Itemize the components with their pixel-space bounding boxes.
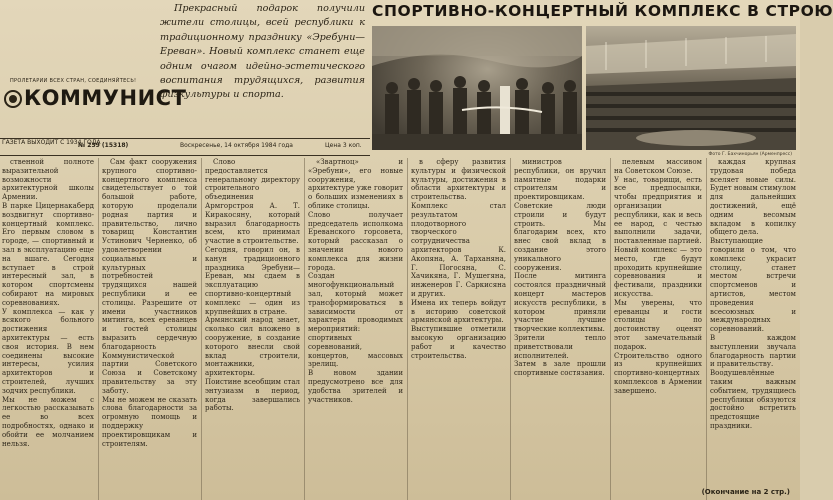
column-divider [610, 158, 611, 500]
column-divider [98, 158, 99, 500]
photo-ribbon-cutting [372, 26, 582, 150]
article-column-5: в сферу развития культуры и физической культуры, достижения в области архитектуры и строительства. Комплекс стал результатом плодотворного творческого сотрудничества архитекторов К. Акопяна, А. Тарханяна, Г. Погосяна, С. Хачикяна, Г. Мушегяна, инженеров Г. Саркисяна и других. Имена их теперь войдут в историю советской армянской архитектуры. Выступившие отметили высокую организацию работ и качество строительства. [411, 158, 506, 360]
article-headline: СПОРТИВНО-КОНЦЕРТНЫЙ КОМПЛЕКС В СТРОЮ [372, 2, 833, 20]
column-divider [304, 158, 305, 500]
column-divider [407, 158, 408, 500]
photo-arena-interior [586, 26, 796, 150]
article-column-1: ственной полноте выразительной возможности архитектурной школы Армении. В парке Цицернакаберд воздвигнут спортивно-концертный комплекс. Его первым словом в городе, — спортивный и зал в эксплуатацию еще на вшаге. Сегодня вступает в строй интересный зал, в котором спортсмены собирают на мировых соревнованиях. У комплекса — как у всякого больного достижения архитектуры — есть своя история. В нем соединены высокие интересы, усилия архитекторов и строителей, лучших зодчих республики. Мы не можем с легкостью рассказывать ее во всех подробностях, однако и обойти ее молчанием нельзя. [2, 158, 94, 448]
article-column-3: Слово предоставляется генеральному директору строительного объединения Армгорстроя А. Т. Киракосяну, который выразил благодарность всем, кто принимал участие в строительстве. Сегодня, говорил он, в канун традиционного праздника Эребуни—Ереван, мы сдаем в эксплуатацию спортивно-концертный комплекс — один из крупнейших в стране. Армянский народ знает, сколько сил вложено в сооружение, в создание которого внесли свой вклад строители, монтажники, архитекторы. Поистине всеобщим стал энтузиазм в период, когда завершались работы. [205, 158, 300, 413]
issue-info-bar [0, 138, 370, 156]
masthead-slogan: ПРОЛЕТАРИИ ВСЕХ СТРАН, СОЕДИНЯЙТЕСЬ! [10, 78, 137, 84]
emblem-icon [4, 90, 22, 108]
column-divider [201, 158, 202, 500]
column-divider [706, 158, 707, 500]
masthead [4, 78, 187, 138]
crowd-photo-graphic [372, 26, 582, 150]
article-column-7: пелевым массивом на Советском Союзе. У нас, товарищи, есть все предпосылки, чтобы предприятия и организации республики, как и весь ее народ, с честью выполнили задачи, поставленные партией. Новый комплекс — это место, где будут проходить крупнейшие соревнования и фестивали, праздники искусства. Мы уверены, что ереванцы и гости столицы по достоинству оценят этот замечательный подарок. Строительство одного из крупнейших спортивно-концертных комплексов в Армении завершено. [614, 158, 702, 395]
column-divider [510, 158, 511, 500]
article-body [2, 158, 798, 500]
article-lead: Прекрасный подарок получили жители столицы, всей республики к традиционному празднику «Эребуни—Ереван». Новый комплекс станет еще одним очагом идейно-эстетического воспитания трудящихся, развития физкультуры и спорта. [160, 3, 365, 101]
article-column-2: Сам факт сооружения крупного спортивно-концертного комплекса свидетельствует о той большой работе, которую проделали родная партия и правительство, лично товарищ Константин Устинович Черненко, об удовлетворении социальных и культурных потребностей трудящихся нашей республики и ее столицы. Разрешите от имени участников митинга, всех ереванцев и гостей столицы выразить сердечную благодарность Коммунистической партии Советского Союза и Советскому правительству за эту заботу. Мы не можем не сказать слова благодарности за огромную помощь и поддержку проектировщикам и строителям. [102, 158, 197, 448]
issue-number: № 239 (15318) [78, 142, 129, 149]
arena-photo-graphic [586, 26, 796, 150]
article-column-8: каждая крупная трудовая победа вселяет новые силы. Будет новым стимулом для дальнейших достижений, ещё одним весомым вкладом в копилку общего дела. Выступающие говорили о том, что комплекс украсит столицу, станет местом встречи спортсменов и артистов, местом проведения всесоюзных и международных соревнований. В каждом выступлении звучала благодарность партии и правительству. Воодушевлённые таким важным событием, трудящиесь республики обязуются достойно встретить предстоящие праздники. [710, 158, 797, 430]
photo-credit: Фото Г. Бахчинорьян (Арменпресс) [708, 152, 792, 157]
article-column-6: министров республики, он вручил памятные подарки строителям и проектировщикам. Советские люди строили и будут строить. Мы благодарим всех, кто внес свой вклад в создание этого уникального сооружения. После митинга состоялся праздничный концерт мастеров искусств республики, в котором приняли участие лучшие творческие коллективы. Зрители тепло приветствовали исполнителей. Затем в зале прошли спортивные состязания. [514, 158, 606, 378]
article-column-4: «Звартноц» и «Эребуни», его новые сооружения, архитектуре уже говорит о больших изменениях в облике столицы. Слово получает председатель исполкома Ереванского горсовета, который рассказал о значении нового комплекса для жизни города. Создан многофункциональный зал, который может трансформироваться в зависимости от характера проводимых мероприятий: спортивных соревнований, концертов, массовых зрелищ. В новом здании предусмотрено все для удобства зрителей и участников. [308, 158, 403, 404]
issue-price: Цена 3 коп. [325, 142, 362, 149]
continuation-note: (Окончание на 2 стр.) [701, 488, 790, 496]
issue-date: Воскресенье, 14 октября 1984 года [180, 142, 293, 149]
founded-note: ГАЗЕТА ВЫХОДИТ С 1934 ГОДА [2, 139, 101, 146]
newspaper-title: КОММУНИСТ [24, 86, 187, 110]
